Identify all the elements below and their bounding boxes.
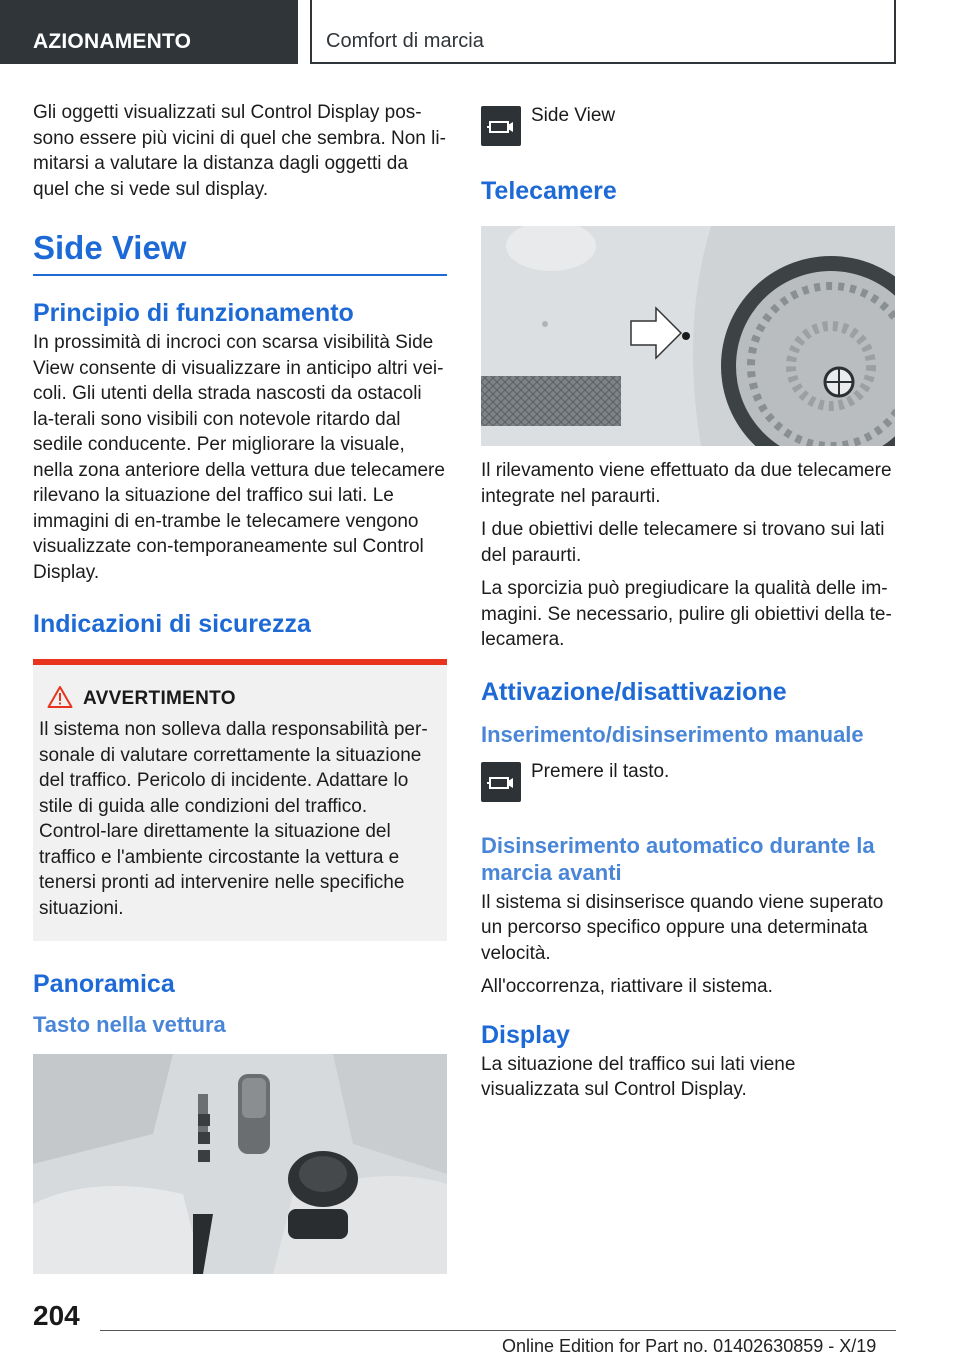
principle-paragraph: In prossimità di incroci con scarsa visibilità Side View consente di visualizzare in anticipo altri vei-coli. Gli utenti della strada nascosti da ostacoli la-terali sono visibili con notevole ritardo dal sedile conducente. Per migliorare la visuale, nella zona anteriore della vettura due telecamere rilevano la situazione del traffico sui lati. Le immagini di en-trambe le telecamere vengono visualizzate con-temporaneamente sul Control Display. [33, 332, 445, 583]
display-paragraph: La situazione del traffico sui lati viene visualizzata sul Control Display. [481, 1053, 796, 1100]
page-number: 204 [33, 1300, 80, 1331]
section-title: AZIONAMENTO [33, 30, 192, 53]
press-button-label: Premere il tasto. [531, 760, 670, 782]
cameras-paragraph-1: Il rilevamento viene effettuato da due telecamere integrate nel paraurti. [481, 460, 892, 507]
principle-heading: Principio di funzionamento [33, 299, 354, 327]
side-view-label: Side View [531, 105, 616, 126]
auto-paragraph-1: Il sistema si disinserisce quando viene superato un percorso specifico oppure una determinata velocità. [481, 891, 884, 964]
auto-heading: Disinserimento automatico durante la marcia avanti [481, 832, 875, 885]
title-divider [33, 274, 447, 276]
chapter-title: Comfort di marcia [326, 30, 484, 52]
bumper-camera-illustration [481, 226, 895, 446]
center-console-illustration [33, 1054, 447, 1274]
warning-triangle-icon [47, 685, 73, 709]
center-console-photo [33, 1054, 447, 1274]
bumper-camera-photo [481, 226, 895, 446]
left-column [33, 100, 447, 1274]
cameras-paragraph-3: La sporcizia può pregiudicare la qualità delle im-magini. Se necessario, pulire gli obiettivi della te-lecamera. [481, 578, 892, 650]
safety-heading: Indicazioni di sicurezza [33, 610, 311, 638]
section-tab [0, 0, 298, 64]
cameras-heading: Telecamere [481, 177, 617, 205]
display-heading: Display [481, 1020, 570, 1049]
edition-note: Online Edition for Part no. 01402630859 - X/19 [502, 1336, 877, 1356]
footer-divider [100, 1330, 896, 1331]
warning-title: AVVERTIMENTO [83, 688, 236, 709]
manual-heading: Inserimento/disinserimento manuale [481, 721, 864, 747]
warning-box [33, 659, 447, 941]
cameras-paragraph-2: I due obiettivi delle telecamere si trovano sui lati del paraurti. [481, 519, 885, 566]
side-view-camera-icon [481, 762, 521, 802]
page-title: Side View [33, 229, 187, 266]
warning-text: Il sistema non solleva dalla responsabilità per-sonale di valutare correttamente la situazione del traffico. Pericolo di incidente. Adattare lo stile di guida alle condizioni del traffico. Control-lare direttamente la situazione del traffico e l'ambiente circostante la vettura e tenersi pronti ad intervenire nelle specifiche situazioni. [39, 719, 428, 919]
warning-header [39, 685, 437, 713]
side-view-camera-icon [481, 106, 521, 146]
activation-heading: Attivazione/disattivazione [481, 677, 787, 706]
side-view-icon-row [481, 100, 895, 140]
overview-heading: Panoramica [33, 970, 175, 998]
intro-paragraph: Gli oggetti visualizzati sul Control Display pos-sono essere più vicini di quel che sembra. Non li-mitarsi a valutare la distanza dagli oggetti da quel che si vede sul display. [33, 102, 446, 200]
auto-paragraph-2: All'occorrenza, riattivare il sistema. [481, 976, 773, 997]
chapter-tab [310, 0, 896, 64]
button-heading: Tasto nella vettura [33, 1012, 226, 1037]
press-button-row [481, 756, 895, 796]
right-column [481, 100, 895, 1103]
